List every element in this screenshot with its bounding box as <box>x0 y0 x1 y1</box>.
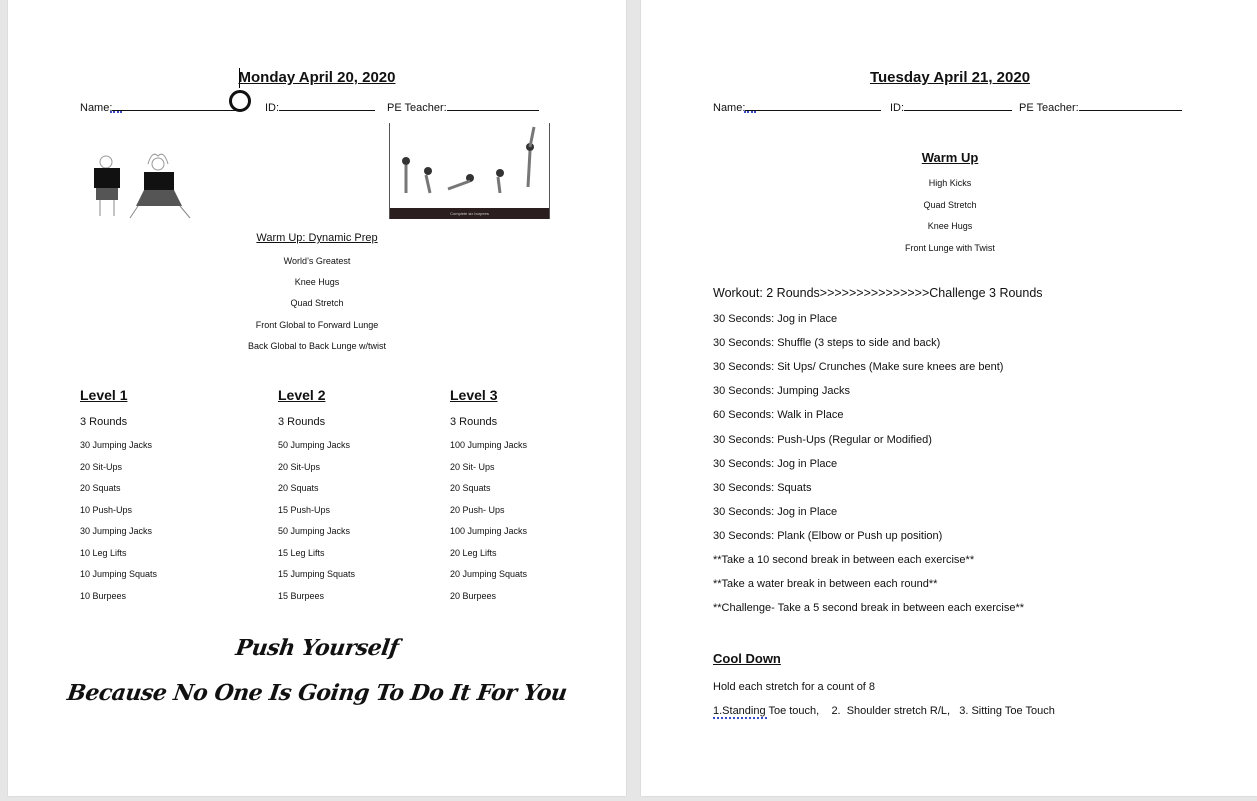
drag-handle-circle-icon[interactable] <box>229 90 251 112</box>
exercise-item: 20 Squats <box>450 483 491 493</box>
spellcheck-underline <box>744 108 756 113</box>
spellcheck-underline <box>713 714 767 719</box>
stretch-figures-image <box>86 150 196 222</box>
exercise-item: 50 Jumping Jacks <box>278 440 351 450</box>
burpee-image <box>389 123 550 219</box>
exercise-item: 15 Jumping Squats <box>278 569 356 579</box>
motto-line-1: Push Yourself <box>234 635 400 661</box>
workout-item: **Take a water break in between each round** <box>713 578 938 591</box>
workout-item: 30 Seconds: Jumping Jacks <box>713 385 850 398</box>
cooldown-instruction: Hold each stretch for a count of 8 <box>713 681 876 693</box>
teacher-label: PE Teacher: <box>387 102 447 114</box>
exercise-item: 20 Leg Lifts <box>450 547 497 558</box>
warmup-heading: Warm Up <box>921 150 979 165</box>
warmup-item: Quad Stretch <box>290 298 344 308</box>
exercise-item: 20 Sit- Ups <box>450 461 495 472</box>
id-label: ID: <box>890 102 905 114</box>
level-heading: Level 2 <box>278 387 326 403</box>
exercise-item: 10 Burpees <box>80 590 127 601</box>
workout-item: 30 Seconds: Push-Ups (Regular or Modified) <box>713 433 932 446</box>
workout-item: 30 Seconds: Shuffle (3 steps to side and back) <box>713 337 941 350</box>
level-heading: Level 3 <box>450 387 498 403</box>
teacher-field[interactable] <box>387 100 539 114</box>
exercise-item: 20 Squats <box>80 483 121 493</box>
exercise-item: 20 Burpees <box>450 590 497 601</box>
warmup-item: Front Lunge with Twist <box>905 243 995 253</box>
warmup-heading: Warm Up: Dynamic Prep <box>256 232 378 244</box>
name-label: Name: <box>80 102 113 114</box>
warmup-item: Front Global to Forward Lunge <box>255 320 379 330</box>
level-heading: Level 1 <box>80 387 128 403</box>
id-field[interactable] <box>890 100 1012 114</box>
workout-item: 30 Seconds: Jog in Place <box>713 313 838 325</box>
workout-item: 60 Seconds: Walk in Place <box>713 409 844 422</box>
workout-item: 30 Seconds: Squats <box>713 481 812 494</box>
workout-item: 30 Seconds: Sit Ups/ Crunches (Make sure knees are bent) <box>713 361 1004 374</box>
exercise-item: 50 Jumping Jacks <box>278 526 351 536</box>
motto-line-2: Because No One Is Going To Do It For You <box>65 680 569 706</box>
exercise-item: 15 Burpees <box>278 590 325 601</box>
warmup-item: High Kicks <box>928 178 972 188</box>
exercise-item: 10 Push-Ups <box>80 504 133 515</box>
exercise-item: 20 Squats <box>278 483 319 493</box>
document-page-2 <box>641 0 1257 796</box>
warmup-item: Back Global to Back Lunge w/twist <box>247 341 387 351</box>
image-caption: Complete six burpees <box>390 208 549 219</box>
exercise-item: 15 Leg Lifts <box>278 547 325 558</box>
exercise-item: 100 Jumping Jacks <box>450 526 528 536</box>
teacher-label: PE Teacher: <box>1019 102 1079 114</box>
level-rounds: 3 Rounds <box>450 416 498 428</box>
warmup-item: Knee Hugs <box>294 277 340 287</box>
exercise-item: 10 Leg Lifts <box>80 547 127 558</box>
document-page-1 <box>8 0 626 796</box>
workout-item: 30 Seconds: Jog in Place <box>713 505 838 518</box>
name-label: Name: <box>713 102 746 114</box>
exercise-item: 30 Jumping Jacks <box>80 440 153 450</box>
level-rounds: 3 Rounds <box>278 416 326 428</box>
exercise-item: 100 Jumping Jacks <box>450 440 528 450</box>
exercise-item: 20 Sit-Ups <box>80 461 123 472</box>
level-rounds: 3 Rounds <box>80 416 128 428</box>
workout-item: **Challenge- Take a 5 second break in between each exercise** <box>713 602 1025 615</box>
workout-item: 30 Seconds: Jog in Place <box>713 457 838 470</box>
page-title: Tuesday April 21, 2020 <box>869 69 1031 86</box>
exercise-item: 20 Push- Ups <box>450 504 505 515</box>
name-field[interactable] <box>713 100 881 114</box>
exercise-item: 20 Sit-Ups <box>278 461 321 472</box>
exercise-item: 30 Jumping Jacks <box>80 526 153 536</box>
workout-item: **Take a 10 second break in between each exercise** <box>713 554 975 566</box>
cooldown-stretches: 1.Standing Toe touch, 2. Shoulder stretch R/L, 3. Sitting Toe Touch <box>713 705 1055 717</box>
workout-item: 30 Seconds: Plank (Elbow or Push up position) <box>713 529 943 542</box>
workout-heading: Workout: 2 Rounds>>>>>>>>>>>>>>>Challenge 3 Rounds <box>713 286 1043 300</box>
name-field[interactable] <box>80 100 238 114</box>
warmup-item: Knee Hugs <box>927 221 973 231</box>
warmup-item: World’s Greatest <box>283 256 351 266</box>
id-field[interactable] <box>265 100 375 114</box>
exercise-item: 10 Jumping Squats <box>80 569 158 579</box>
warmup-item: Quad Stretch <box>923 200 977 210</box>
spellcheck-underline <box>110 108 122 113</box>
cooldown-heading: Cool Down <box>713 651 781 666</box>
teacher-field[interactable] <box>1019 100 1182 114</box>
exercise-item: 20 Jumping Squats <box>450 569 528 579</box>
exercise-item: 15 Push-Ups <box>278 504 331 515</box>
id-label: ID: <box>265 102 280 114</box>
page-title: Monday April 20, 2020 <box>238 69 396 86</box>
